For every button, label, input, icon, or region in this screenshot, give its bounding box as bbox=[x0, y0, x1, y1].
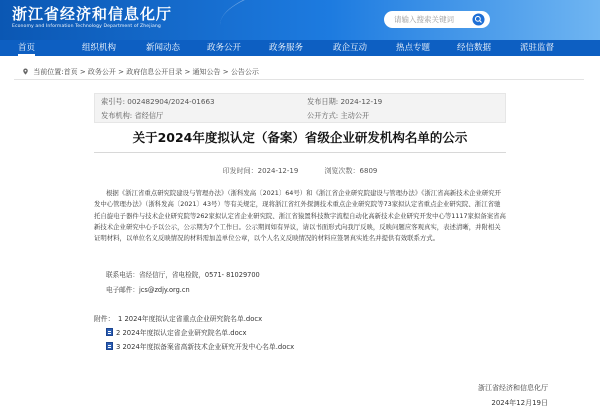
breadcrumb[interactable] bbox=[22, 67, 259, 77]
signature-org: 浙江省经济和信息化厅 bbox=[478, 384, 548, 392]
nav-supervision[interactable]: 派驻监督 bbox=[520, 43, 555, 53]
meta-index-no: 索引号: 002482904/2024-01663 bbox=[101, 97, 215, 106]
nav-topics[interactable]: 热点专题 bbox=[396, 43, 431, 53]
location-icon bbox=[22, 68, 29, 75]
nav-data[interactable]: 经信数据 bbox=[457, 43, 492, 53]
word-doc-icon bbox=[106, 342, 113, 350]
nav-interaction[interactable]: 政企互动 bbox=[333, 43, 368, 53]
document-meta bbox=[94, 93, 506, 123]
search-box[interactable] bbox=[384, 11, 490, 28]
search-input[interactable]: 请输入搜索关键词 bbox=[394, 15, 454, 24]
attachment-name[interactable]: 2 2024年度拟认定省企业研究院名单.docx bbox=[116, 329, 247, 337]
attachment-link[interactable] bbox=[106, 327, 247, 337]
breadcrumb-text[interactable]: 当前位置:首页 > 政务公开 > 政府信息公开目录 > 通知公告 > 公告公示 bbox=[33, 68, 259, 76]
search-icon[interactable] bbox=[472, 13, 485, 26]
divider bbox=[14, 79, 584, 80]
meta-open-mode: 公开方式: 主动公开 bbox=[307, 111, 370, 120]
view-count: 浏览次数：6809 bbox=[324, 167, 378, 175]
nav-gov-open[interactable]: 政务公开 bbox=[207, 43, 242, 53]
attachment-link[interactable] bbox=[106, 341, 294, 351]
contact-phone: 联系电话：省经信厅，省电检院，0571- 81029700 bbox=[106, 271, 260, 279]
nav-gov-service[interactable]: 政务服务 bbox=[269, 43, 304, 53]
signature-date: 2024年12月19日 bbox=[491, 399, 548, 407]
contact-email: 电子邮件：jcs@zdjy.org.cn bbox=[106, 286, 190, 294]
attachments-label: 附件： bbox=[94, 315, 115, 323]
attachment-name[interactable]: 3 2024年度拟备案省高新技术企业研究开发中心名单.docx bbox=[116, 343, 295, 351]
meta-publisher: 发布机构: 省经信厅 bbox=[101, 111, 164, 120]
print-date: 印发时间：2024-12-19 bbox=[222, 167, 299, 175]
nav-organization[interactable]: 组织机构 bbox=[82, 43, 117, 53]
meta-publish-date: 发布日期: 2024-12-19 bbox=[307, 97, 383, 106]
attachment-name[interactable]: 1 2024年度拟认定省重点企业研究院名单.docx bbox=[118, 315, 263, 323]
title-divider bbox=[94, 152, 506, 153]
article-body: 根据《浙江省重点研究院建设与管理办法》（浙科发高〔2021〕64号）和《浙江省企业研究院建设与管理办法》《浙江省高新技术企业研究开发中心管理办法》（浙科发高〔2021〕43号）等有关规定，现将浙江省红外探测技术重点企业研究院等73家拟认定省重点企业研究院、浙江省驰托自旋电子器件与技术企业研究院等262家拟认定省企业研究院、浙江省猿置科技数字流程自动化高新技术企业研究开发中心等1117家拟备案省高新技术企业研究中心予以公示，公示期为7个工作日。公示期间如有异议，请以书面形式向我厅反映，反映问题应客观真实，表述清晰，并附相关证明材料，以单位名义反映情况的材料需加盖单位公章，以个人名义反映情况的材料应签署真实姓名并提供有效联系方式。 bbox=[94, 189, 506, 243]
word-doc-icon bbox=[106, 328, 113, 336]
article-title: 关于2024年度拟认定（备案）省级企业研发机构名单的公示 bbox=[132, 130, 468, 145]
header-banner bbox=[0, 0, 600, 40]
attachment-link[interactable] bbox=[118, 313, 262, 323]
article-info bbox=[0, 166, 600, 176]
site-logo[interactable] bbox=[12, 5, 172, 31]
logo-title: 浙江省经济和信息化厅 bbox=[12, 5, 173, 23]
nav-home[interactable]: 首页 bbox=[18, 40, 35, 56]
logo-subtitle: Economy and Information Technology Department of Zhejiang bbox=[12, 24, 161, 29]
main-nav bbox=[0, 40, 600, 56]
nav-news[interactable]: 新闻动态 bbox=[146, 43, 181, 53]
